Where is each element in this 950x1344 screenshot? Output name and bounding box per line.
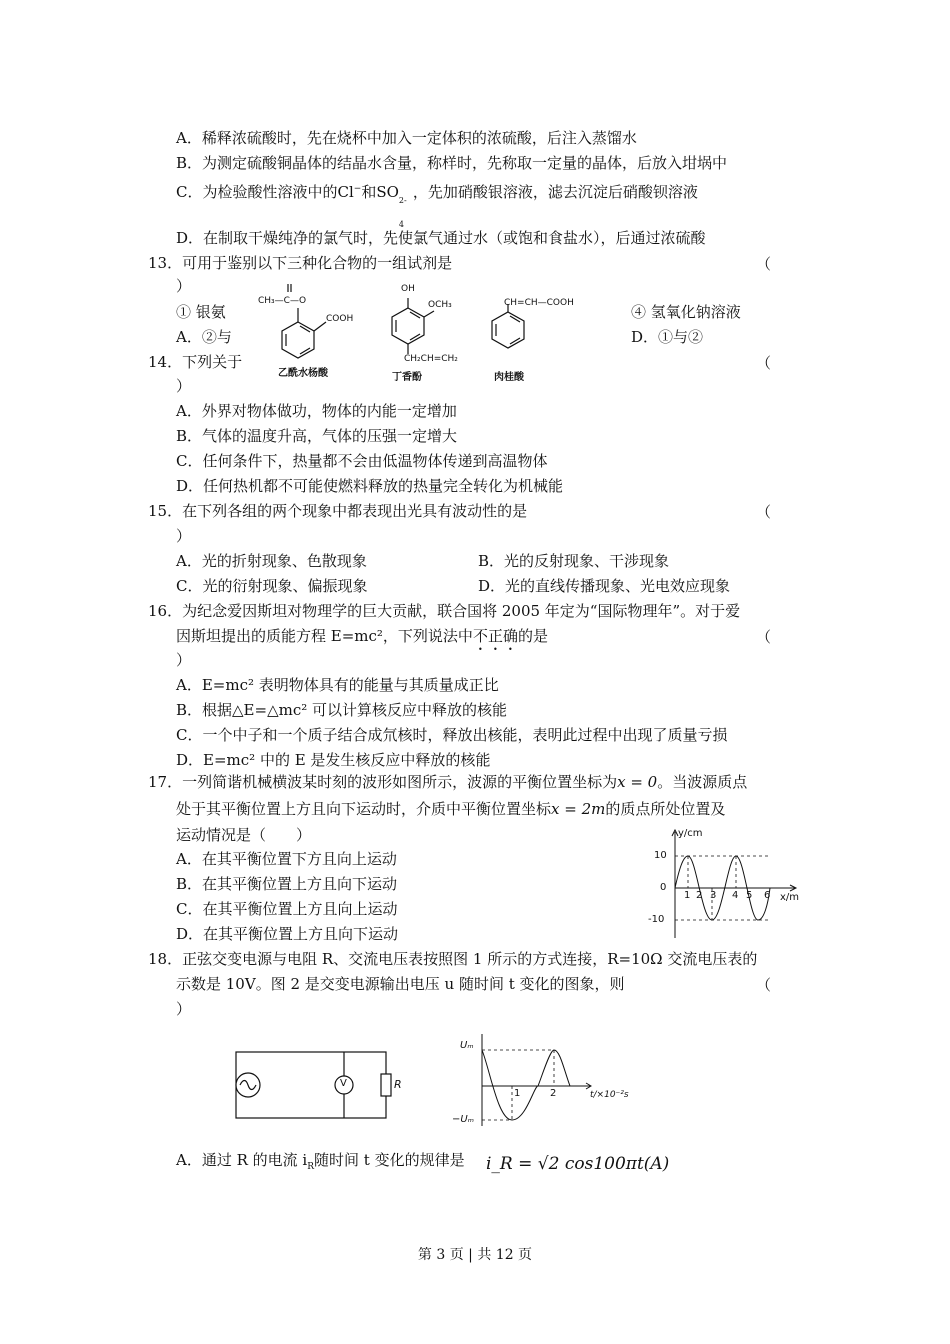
q18-stem-line2: 示数是 10V。图 2 是交变电源输出电压 u 随时间 t 变化的图象，则 xyxy=(176,975,625,993)
q15-paren-close: ） xyxy=(176,527,192,545)
q15-stem: 15．在下列各组的两个现象中都表现出光具有波动性的是 xyxy=(148,502,528,520)
q16-option-c: C．一个中子和一个质子结合成氘核时，释放出核能，表明此过程中出现了质量亏损 xyxy=(176,726,728,744)
q17-graph-xtick-5: 5 xyxy=(746,890,753,901)
q17-wave-graph xyxy=(640,826,810,944)
q17-graph-xtick-4: 4 xyxy=(732,890,739,901)
q18-resistor-label: R xyxy=(394,1078,402,1091)
q18-graph-neg-um: −Uₘ xyxy=(452,1114,474,1125)
q16-option-a: A．E=mc² 表明物体具有的能量与其质量成正比 xyxy=(176,676,499,694)
mol1-label: 乙酰水杨酸 xyxy=(278,368,328,379)
q14-option-b: B．气体的温度升高，气体的压强一定增大 xyxy=(176,427,458,445)
q14-paren-open: （ xyxy=(756,354,772,372)
q18-stem-line1: 18．正弦交变电源与电阻 R、交流电压表按照图 1 所示的方式连接，R=10Ω 交流电压表的 xyxy=(148,950,758,968)
q13-paren-open: （ xyxy=(756,255,772,273)
q17-graph-xtick-1: 1 xyxy=(684,890,691,901)
q17-option-d: D．在其平衡位置上方且向下运动 xyxy=(176,925,399,943)
q18-voltmeter-label: V xyxy=(340,1078,347,1089)
q13-row2-left: A．②与 xyxy=(176,328,232,346)
q13-row1-left: ① 银氨 xyxy=(176,303,226,321)
page-footer: 第 3 页 | 共 12 页 xyxy=(417,1247,533,1263)
q18-voltage-graph xyxy=(450,1030,650,1130)
q14-paren-close: ） xyxy=(176,377,192,395)
q14-option-d: D．任何热机都不可能使燃料释放的热量完全转化为机械能 xyxy=(176,477,564,495)
q16-stem-line1: 16．为纪念爱因斯坦对物理学的巨大贡献，联合国将 2005 年定为“国际物理年”。对于爱 xyxy=(148,602,741,620)
q17-graph-xtick-6: 6 xyxy=(764,890,771,901)
mol1-group2: COOH xyxy=(326,314,354,324)
q15-option-b: B．光的反射现象、干涉现象 xyxy=(478,552,670,570)
q18-graph-t2: 2 xyxy=(550,1088,557,1099)
q18-option-a: A．通过 R 的电流 $i_R$随时间 t 变化的规律是 xyxy=(176,1151,465,1172)
q13-molecules-figure xyxy=(242,278,626,383)
q16-stem-line2: 因斯坦提出的质能方程 E=mc²，下列说法中不正确的是 xyxy=(176,627,548,645)
q17-stem-line3: 运动情况是（ ） xyxy=(176,826,312,844)
q14-stem: 14．下列关于 xyxy=(148,353,243,371)
q15-paren-open: （ xyxy=(756,503,772,521)
q16-option-b: B．根据△E=△mc² 可以计算核反应中释放的核能 xyxy=(176,701,508,719)
q17-graph-yzero: 0 xyxy=(660,882,667,893)
mol2-group3: CH₂CH=CH₂ xyxy=(404,354,458,364)
mol2-group2: OCH₃ xyxy=(428,300,452,310)
q17-graph-ylabel: y/cm xyxy=(678,828,703,839)
q17-graph-ybottom: -10 xyxy=(648,914,665,925)
q18-graph-tlabel: t/×10⁻²s xyxy=(590,1090,629,1100)
q17-graph-ytop: 10 xyxy=(654,850,667,861)
q17-math-x0: x = 0 xyxy=(617,773,658,791)
q17-stem-line1: 17．一列简谐机械横波某时刻的波形如图所示，波源的平衡位置坐标为x = 0。当波源质点 xyxy=(148,773,748,791)
mol3-label: 肉桂酸 xyxy=(494,372,524,383)
q15-option-c: C．光的衍射现象、偏振现象 xyxy=(176,577,368,595)
q16-emphasis: 不正确 xyxy=(472,627,518,645)
q15-option-d: D．光的直线传播现象、光电效应现象 xyxy=(478,577,731,595)
q18-paren-close: ） xyxy=(176,1000,192,1018)
mol2-group1: OH xyxy=(401,284,415,294)
q12-option-a: A．稀释浓硫酸时，先在烧杯中加入一定体积的浓硫酸，后注入蒸馏水 xyxy=(176,129,637,147)
q13-row1-right: ④ 氢氧化钠溶液 xyxy=(631,303,741,321)
q17-option-a: A．在其平衡位置下方且向上运动 xyxy=(176,850,397,868)
q17-stem-line2: 处于其平衡位置上方且向下运动时，介质中平衡位置坐标x = 2m的质点所处位置及 xyxy=(176,800,726,818)
q18-circuit-figure xyxy=(230,1044,400,1124)
q17-graph-xlabel: x/m xyxy=(780,892,800,903)
q15-option-a: A．光的折射现象、色散现象 xyxy=(176,552,367,570)
q13-row2-right: D．①与② xyxy=(631,328,704,346)
q17-graph-xtick-3: 3 xyxy=(710,890,717,901)
mol2-label: 丁香酚 xyxy=(392,372,422,383)
q16-paren-open: （ xyxy=(756,628,772,646)
q14-option-a: A．外界对物体做功，物体的内能一定增加 xyxy=(176,402,457,420)
q13-paren-close: ） xyxy=(176,277,192,295)
q18-option-a-formula: i_R = √2 cos100πt(A) xyxy=(486,1154,670,1174)
q18-graph-um: Uₘ xyxy=(460,1040,474,1051)
q12-option-b: B．为测定硫酸铜晶体的结晶水含量，称样时，先称取一定量的晶体，后放入坩埚中 xyxy=(176,154,728,172)
q18-paren-open: （ xyxy=(756,976,772,994)
q16-option-d: D．E=mc² 中的 E 是发生核反应中释放的核能 xyxy=(176,751,491,769)
q12-option-c: C．为检验酸性溶液中的Cl−和SO 2- 4 ，先加硝酸银溶液，滤去沉淀后硝酸钡溶液 xyxy=(176,183,698,229)
q14-option-c: C．任何条件下，热量都不会由低温物体传递到高温物体 xyxy=(176,452,548,470)
q17-option-c: C．在其平衡位置上方且向上运动 xyxy=(176,900,398,918)
q17-math-x2m: x = 2m xyxy=(551,800,606,818)
q13-stem: 13．可用于鉴别以下三种化合物的一组试剂是 xyxy=(148,254,453,272)
q18-graph-t1: 1 xyxy=(514,1088,521,1099)
q17-graph-xtick-2: 2 xyxy=(696,890,703,901)
q16-paren-close: ） xyxy=(176,651,192,669)
mol1-group1: CH₃—C—O xyxy=(258,296,307,306)
q12-option-d: D．在制取干燥纯净的氯气时，先使氯气通过水（或饱和食盐水），后通过浓硫酸 xyxy=(176,229,706,247)
mol3-group: CH=CH—COOH xyxy=(504,298,574,308)
q17-option-b: B．在其平衡位置上方且向下运动 xyxy=(176,875,398,893)
